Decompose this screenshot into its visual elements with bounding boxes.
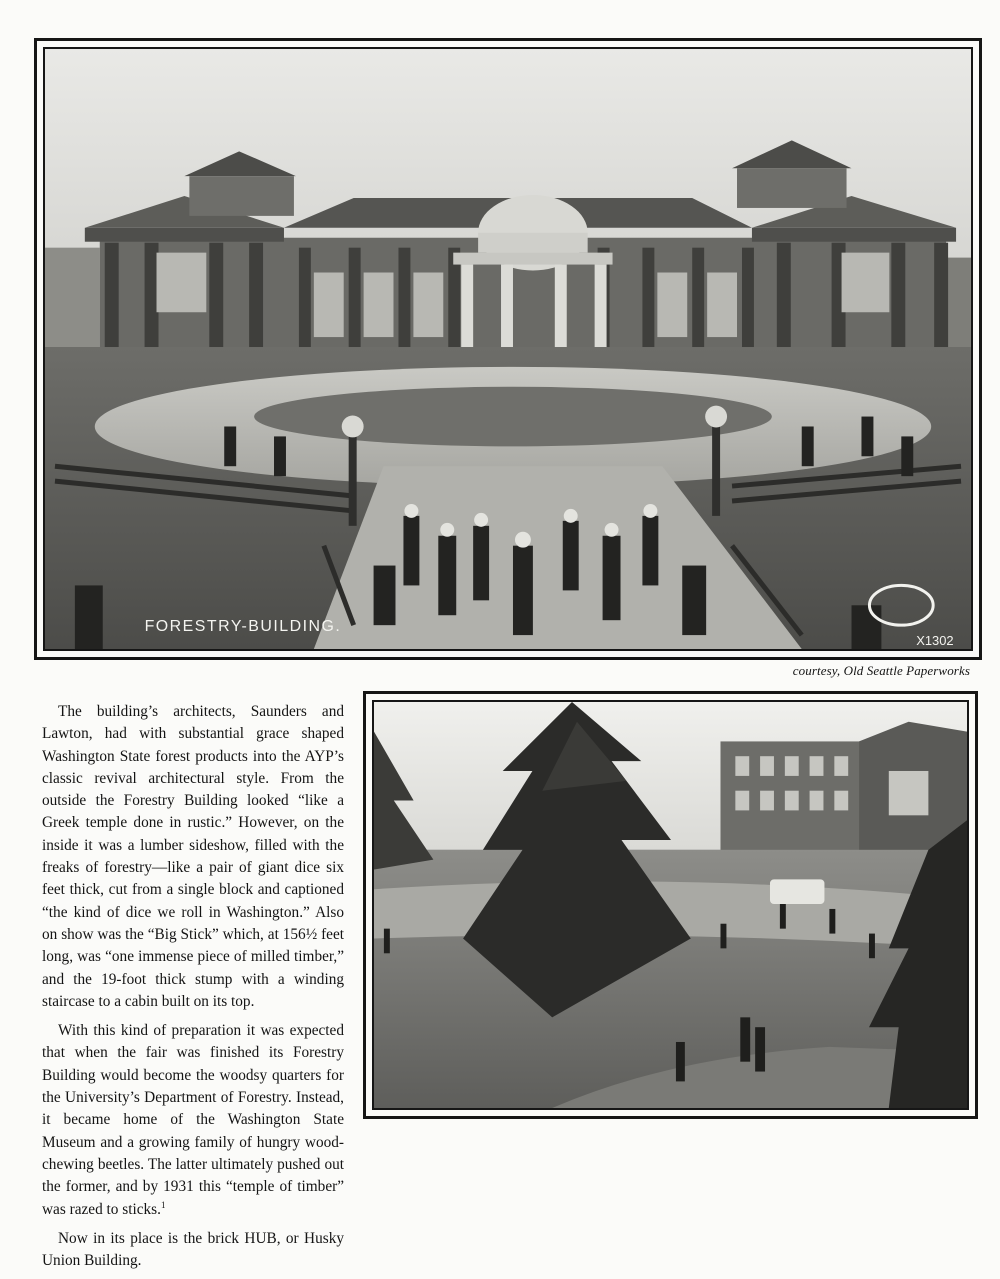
footnote-marker: 1	[160, 1199, 166, 1210]
article-body	[42, 701, 344, 1279]
photo-caption-forestry-building: FORESTRY-BUILDING.	[144, 618, 342, 636]
paragraph-2-text: With this kind of preparation it was expected that when the fair was finished its Forestry Building would become the woodsy quarters for the University’s Department of Forestry. Instead, it became home of the Washington State Museum and a growing family of hungry wood-chewing beetles. The latter ultimately pushed out the former, and by 1931 this “temple of timber” was razed to sticks.	[42, 1022, 344, 1218]
top-photo-frame	[34, 38, 982, 660]
paragraph-2	[42, 1020, 344, 1221]
photo-credit: courtesy, Old Seattle Paperworks	[792, 663, 970, 678]
husky-union-building-image	[374, 702, 967, 1108]
forestry-building-image	[45, 49, 971, 649]
hub-campus-photo	[372, 700, 969, 1110]
plate-number: X1302	[916, 633, 954, 649]
forestry-building-photo	[43, 47, 973, 651]
paragraph-1: The building’s architects, Saunders and Lawton, had with substantial grace shaped Washington State forest products into the AYP’s classic revival architectural style. From the outside the Forestry Building looked “like a Greek temple done in rustic.” However, on the inside it was a lumber sideshow, filled with the freaks of forestry—like a pair of giant dice six feet thick, cut from a single block and captioned “the kind of dice we roll in Washington.” Also on show was the “Big Stick” which, at 156½ feet long, was “one immense piece of milled timber,” and the 19-foot thick stump with a winding staircase to a cabin built on its top.	[42, 703, 344, 1010]
paragraph-3: Now in its place is the brick HUB, or Husky Union Building.	[42, 1229, 344, 1270]
bottom-photo-frame	[363, 691, 978, 1119]
